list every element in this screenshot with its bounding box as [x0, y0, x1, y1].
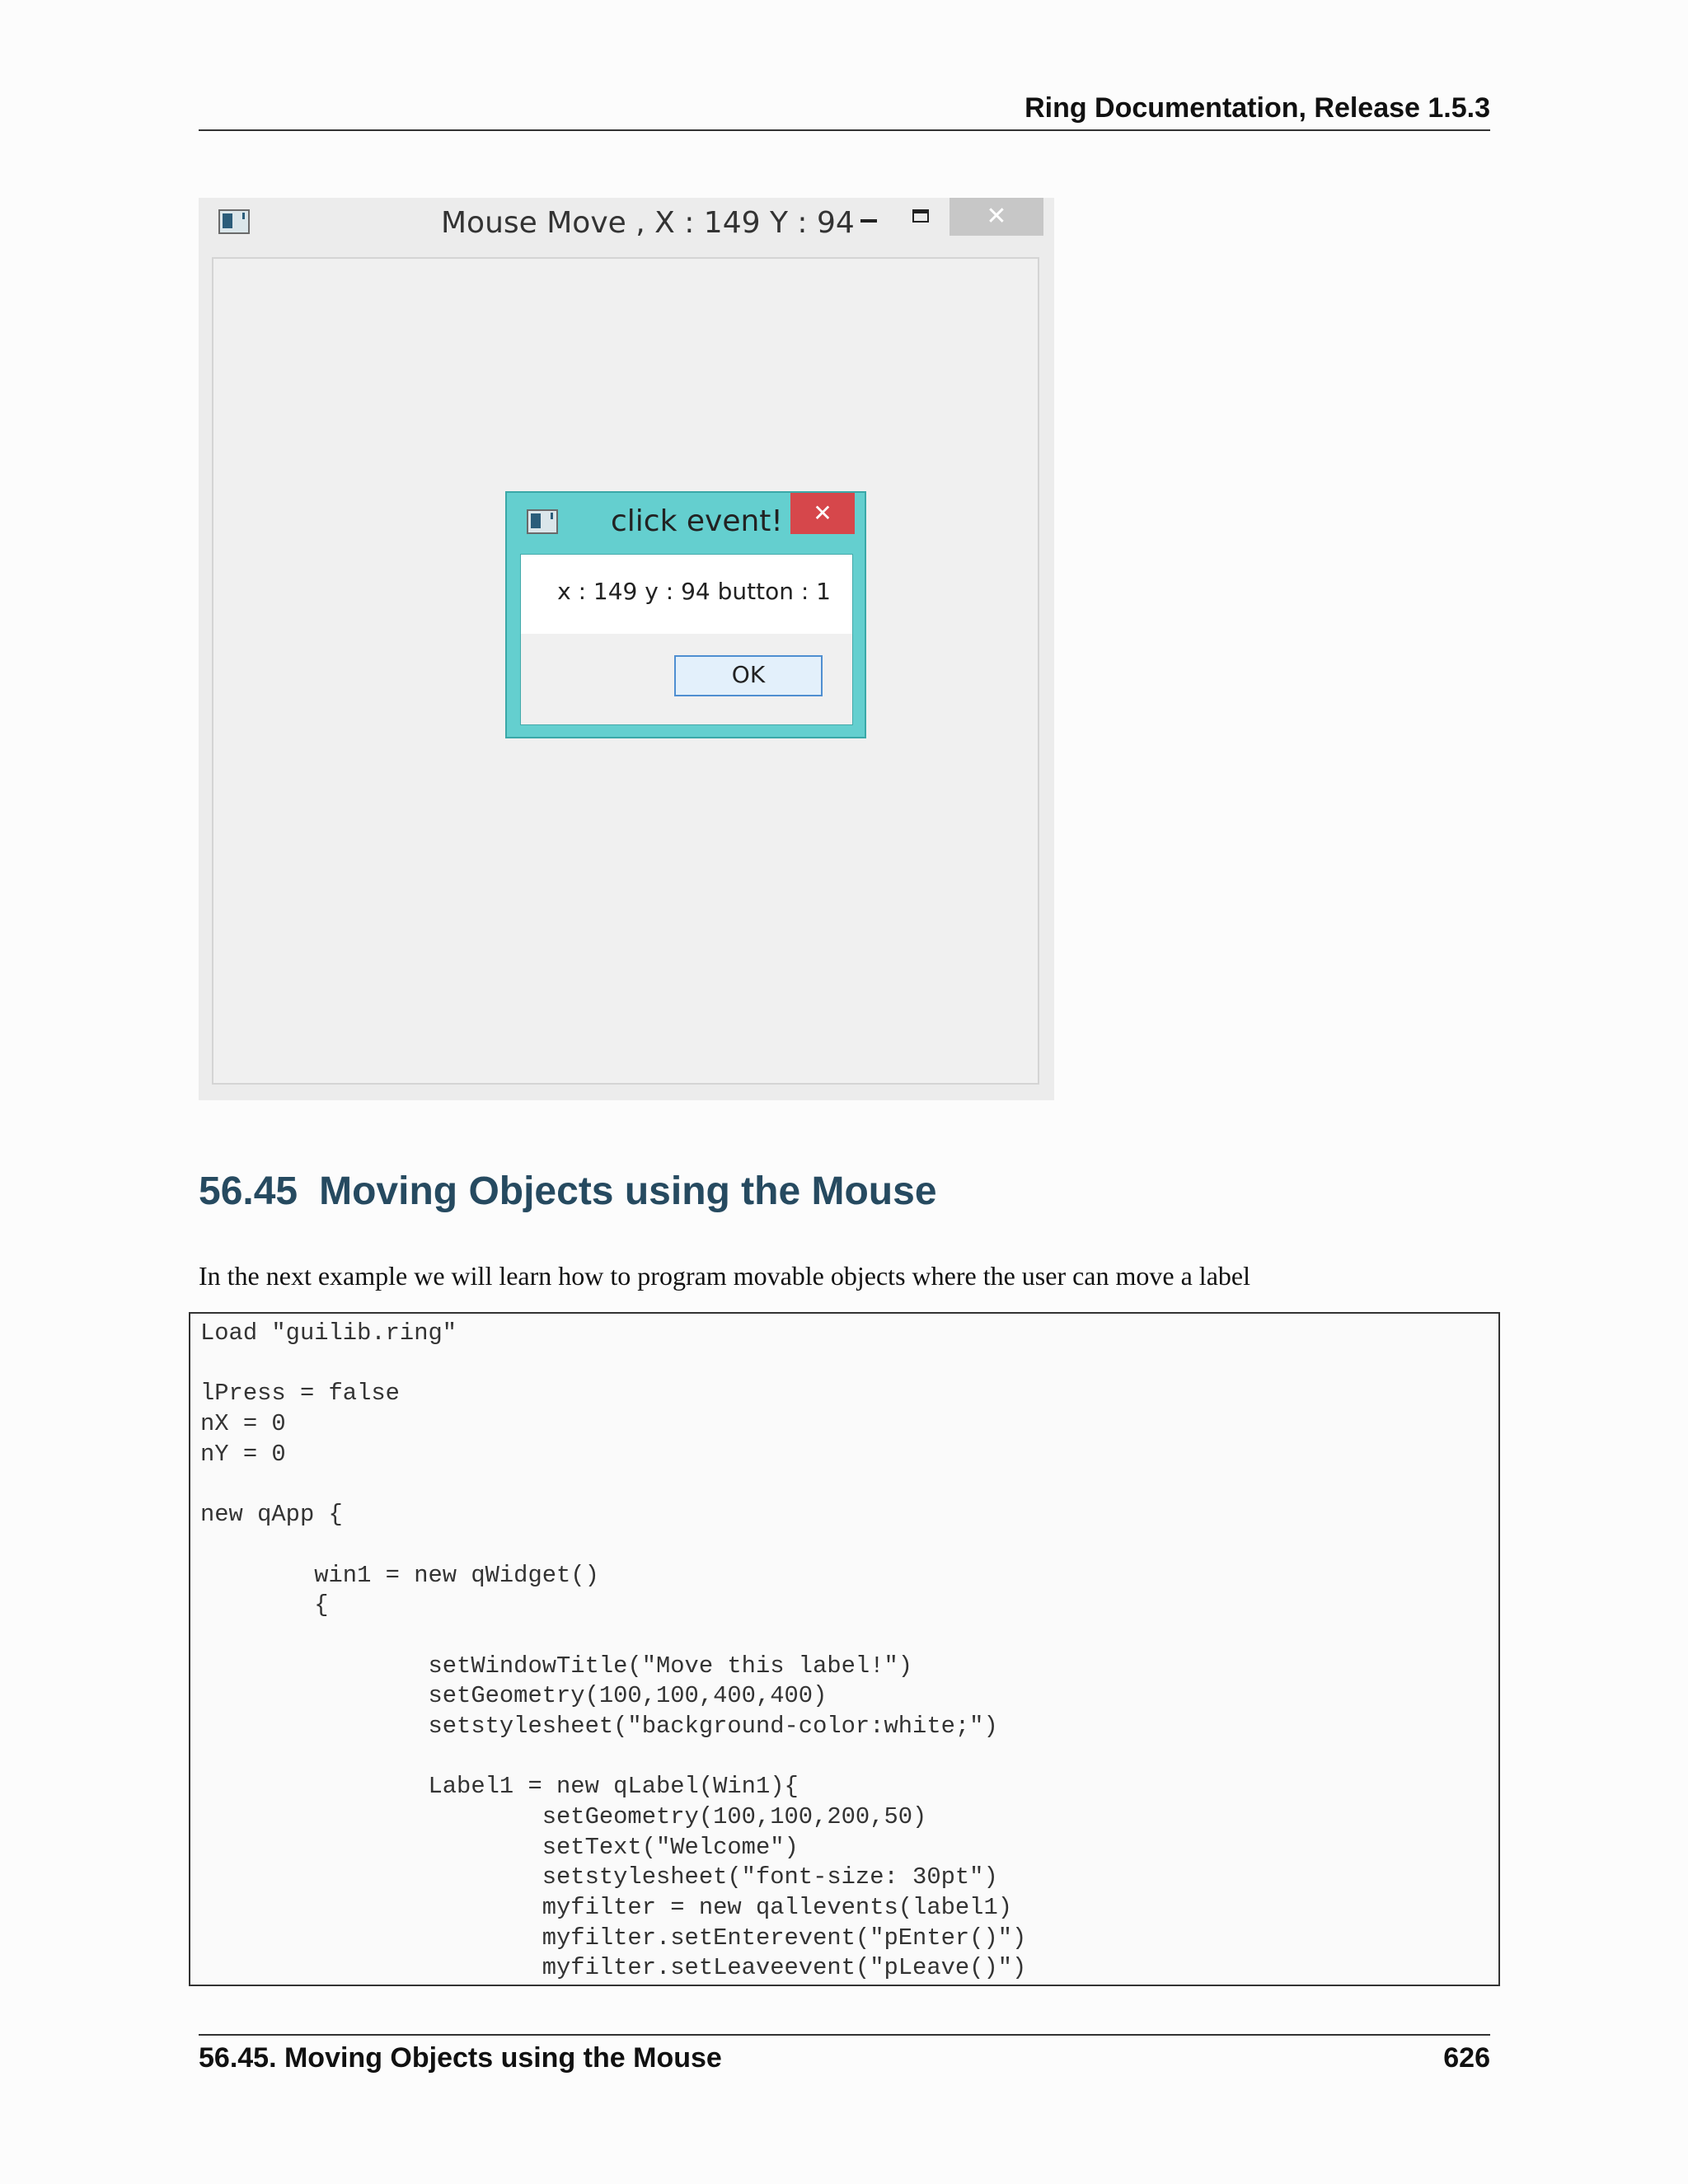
window-titlebar[interactable] [199, 198, 1054, 255]
code-listing [200, 1319, 1026, 1984]
code-line: myfilter = new qallevents(label1) [200, 1894, 1013, 1922]
running-header: Ring Documentation, Release 1.5.3 [1025, 92, 1490, 124]
code-line: nX = 0 [200, 1410, 286, 1438]
code-line: setGeometry(100,100,400,400) [200, 1682, 828, 1710]
section-heading [199, 1169, 937, 1214]
code-line [200, 1621, 1026, 1652]
minimize-icon[interactable] [860, 219, 877, 223]
code-line [200, 1742, 1026, 1773]
window-close-button[interactable]: ✕ [950, 198, 1043, 236]
code-line [200, 1469, 1026, 1500]
code-line [200, 1530, 1026, 1561]
code-line: { [200, 1591, 329, 1619]
dialog-close-button[interactable]: ✕ [790, 493, 855, 534]
code-line: setstylesheet("font-size: 30pt") [200, 1863, 998, 1891]
code-line: Load "guilib.ring" [200, 1319, 457, 1347]
code-line: win1 = new qWidget() [200, 1561, 599, 1589]
header-rule [199, 129, 1490, 131]
dialog-message-area [521, 555, 852, 634]
dialog-title: click event! [611, 504, 783, 538]
code-line: myfilter.setLeaveevent("pLeave()") [200, 1954, 1027, 1982]
code-line [200, 1349, 1026, 1380]
footer-section-ref: 56.45. Moving Objects using the Mouse [199, 2042, 722, 2074]
window-client-area [212, 257, 1039, 1085]
code-line: new qApp { [200, 1501, 343, 1529]
code-line: setstylesheet("background-color:white;") [200, 1712, 998, 1740]
code-line: nY = 0 [200, 1440, 286, 1468]
section-number: 56.45 [199, 1169, 298, 1213]
app-icon [218, 209, 250, 234]
code-line: Label1 = new qLabel(Win1){ [200, 1773, 799, 1801]
maximize-icon[interactable] [912, 209, 929, 223]
code-block [189, 1312, 1500, 1986]
dialog-body [520, 554, 853, 725]
page-number: 626 [1443, 2042, 1490, 2074]
dialog-app-icon [527, 509, 558, 534]
window-title: Mouse Move , X : 149 Y : 94 [441, 206, 855, 240]
message-dialog [505, 491, 866, 738]
section-title: Moving Objects using the Mouse [319, 1169, 937, 1213]
ok-button[interactable]: OK [674, 655, 823, 696]
code-line: myfilter.setEnterevent("pEnter()") [200, 1924, 1027, 1952]
code-line: setText("Welcome") [200, 1833, 799, 1861]
code-line: setWindowTitle("Move this label!") [200, 1652, 913, 1680]
intro-paragraph: In the next example we will learn how to program movable objects where the user can move a label [199, 1261, 1250, 1291]
footer-rule [199, 2034, 1490, 2036]
screenshot-figure [199, 198, 1054, 1100]
code-line: setGeometry(100,100,200,50) [200, 1803, 927, 1830]
dialog-message: x : 149 y : 94 button : 1 [557, 578, 831, 605]
code-line: lPress = false [200, 1380, 400, 1408]
